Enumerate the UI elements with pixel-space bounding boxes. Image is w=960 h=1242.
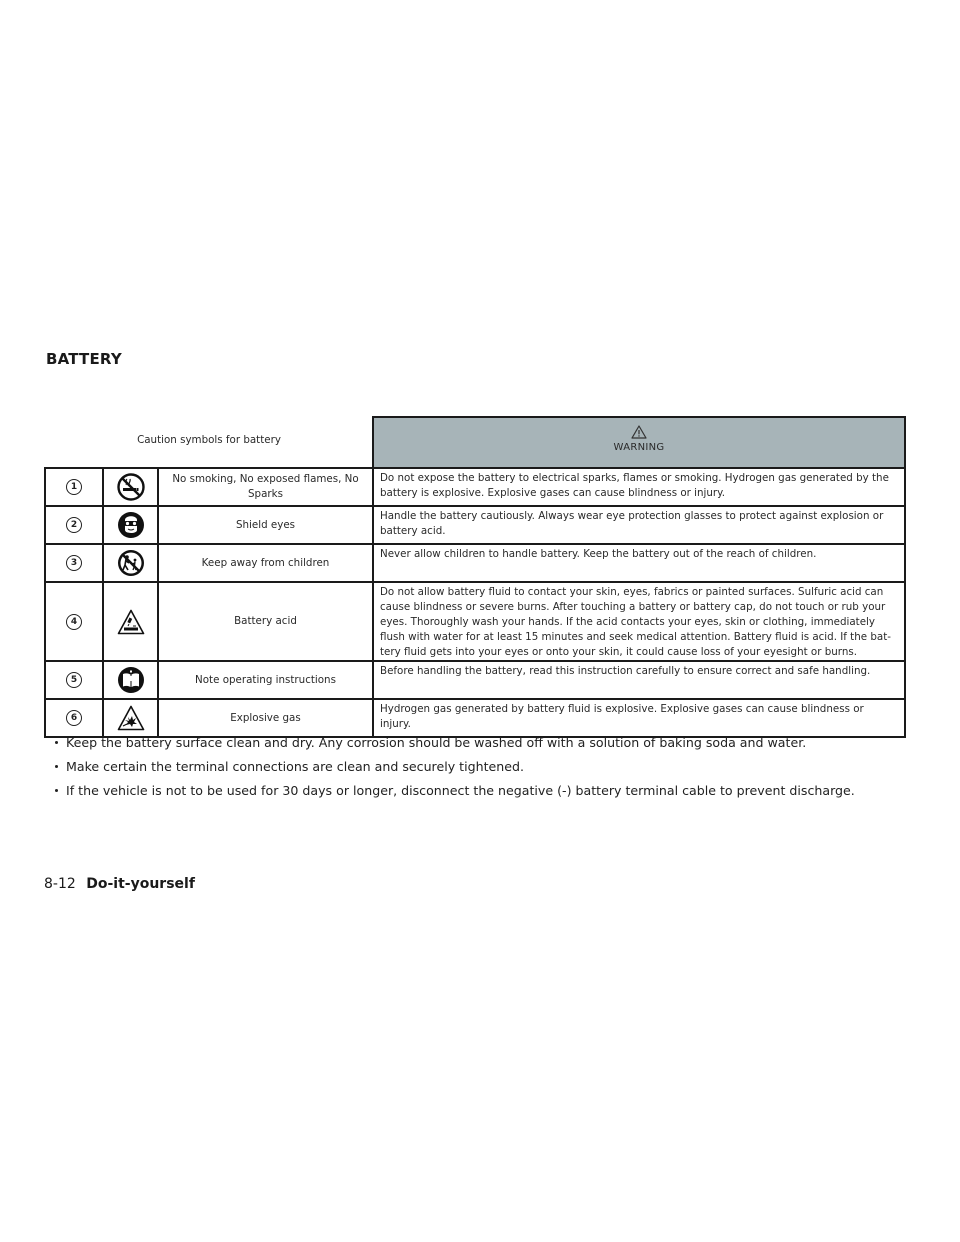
table-header-row bbox=[45, 417, 905, 468]
row-number: 5 bbox=[66, 672, 82, 688]
table-row bbox=[45, 544, 905, 582]
battery-acid-icon bbox=[117, 609, 145, 635]
row-label: Battery acid bbox=[158, 582, 373, 661]
row-label: Shield eyes bbox=[158, 506, 373, 544]
row-description: Before handling the battery, read this instruction carefully to ensure correct and safe handling. bbox=[373, 661, 905, 699]
shield-eyes-icon bbox=[117, 511, 145, 539]
page-footer bbox=[44, 876, 195, 892]
row-description: Hydrogen gas generated by battery fluid is explosive. Explosive gases can cause blindness or injury. bbox=[373, 699, 905, 737]
explosive-gas-icon bbox=[117, 705, 145, 731]
keep-away-children-icon bbox=[117, 549, 145, 577]
battery-notes-list bbox=[52, 732, 855, 804]
row-label: No smoking, No exposed flames, No Sparks bbox=[158, 468, 373, 506]
table-header-left: Caution symbols for battery bbox=[45, 417, 373, 468]
row-number: 1 bbox=[66, 479, 82, 495]
table-header-warning bbox=[373, 417, 905, 468]
row-description: Handle the battery cautiously. Always wear eye protection glasses to protect against explosion or battery acid. bbox=[373, 506, 905, 544]
list-item: If the vehicle is not to be used for 30 days or longer, disconnect the negative (-) battery terminal cable to prevent discharge. bbox=[52, 780, 855, 801]
no-smoking-icon bbox=[117, 473, 145, 501]
warning-triangle-icon bbox=[631, 425, 647, 439]
table-row bbox=[45, 582, 905, 661]
row-description: Do not expose the battery to electrical sparks, flames or smoking. Hydrogen gas generated by the battery is explosive. Explosive gases can cause blindness or injury. bbox=[373, 468, 905, 506]
list-item: Make certain the terminal connections are clean and securely tightened. bbox=[52, 756, 855, 777]
row-description: Do not allow battery fluid to contact your skin, eyes, fabrics or painted surfaces. Sulfuric acid can cause blindness or severe burns. After touching a battery or battery cap, do not touch or rub your eyes. Thoroughly wash your hands. If the acid contacts your eyes, skin or clothing, immediately flush with water for at least 15 minutes and seek medical attention. Battery fluid is acid. If the bat- tery fluid gets into your eyes or onto your skin, it could cause loss of your eyesight or burns. bbox=[373, 582, 905, 661]
row-label: Note operating instructions bbox=[158, 661, 373, 699]
row-label: Keep away from children bbox=[158, 544, 373, 582]
table-row bbox=[45, 661, 905, 699]
row-label: Explosive gas bbox=[158, 699, 373, 737]
chapter-title: Do-it-yourself bbox=[86, 876, 195, 892]
table-row bbox=[45, 468, 905, 506]
caution-symbols-table bbox=[44, 416, 906, 738]
table-row bbox=[45, 506, 905, 544]
list-item: Keep the battery surface clean and dry. Any corrosion should be washed off with a solution of baking soda and water. bbox=[52, 732, 855, 753]
row-number: 6 bbox=[66, 710, 82, 726]
section-title: BATTERY bbox=[46, 350, 122, 368]
row-description: Never allow children to handle battery. Keep the battery out of the reach of children. bbox=[373, 544, 905, 582]
row-number: 2 bbox=[66, 517, 82, 533]
row-number: 4 bbox=[66, 614, 82, 630]
row-number: 3 bbox=[66, 555, 82, 571]
page-number: 8-12 bbox=[44, 876, 76, 892]
operating-instructions-icon bbox=[117, 666, 145, 694]
warning-label: WARNING bbox=[613, 442, 665, 453]
